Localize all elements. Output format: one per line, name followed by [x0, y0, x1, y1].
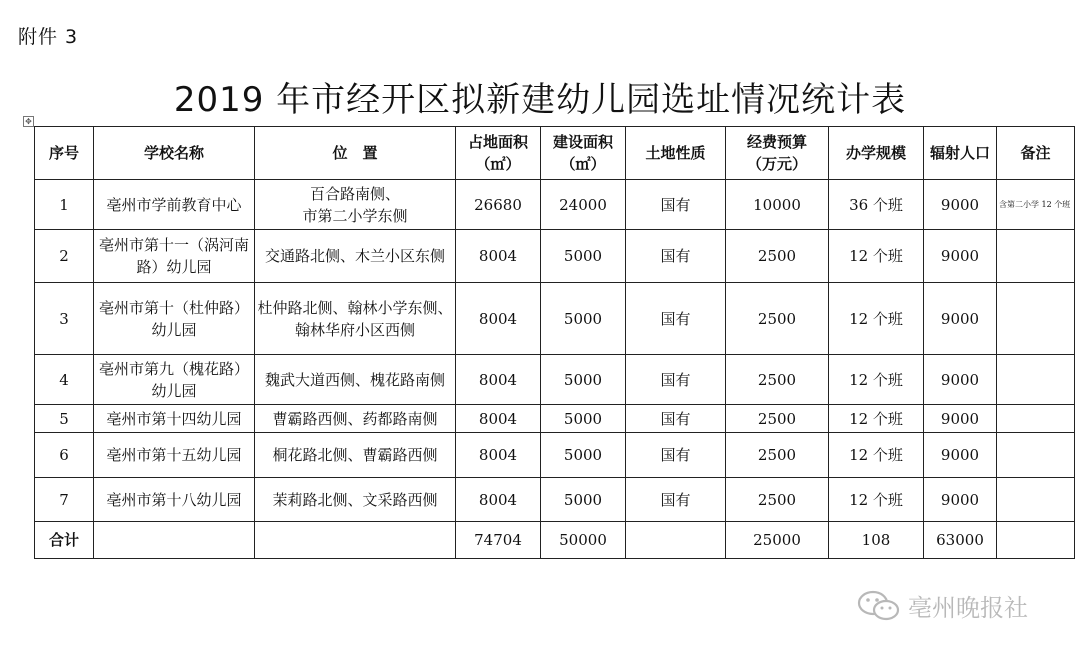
cell-empty [626, 522, 726, 559]
cell-location: 曹霸路西侧、药都路南侧 [255, 405, 456, 433]
cell-scale: 12 个班 [829, 478, 924, 522]
column-header-label: 占地面积 [467, 133, 528, 151]
cell-name: 亳州市第十五幼儿园 [94, 433, 255, 478]
column-header-label: 辐射人口 [929, 144, 990, 162]
cell-empty [94, 522, 255, 559]
cell-budget: 2500 [726, 478, 829, 522]
cell-location: 茉莉路北侧、文采路西侧 [255, 478, 456, 522]
cell-name: 亳州市第十一（涡河南路）幼儿园 [94, 230, 255, 283]
cell-build-area: 5000 [541, 405, 626, 433]
column-header-unit: （㎡） [475, 155, 521, 173]
cell-note [997, 478, 1075, 522]
cell-budget: 2500 [726, 230, 829, 283]
cell-note [997, 283, 1075, 355]
cell-empty [255, 522, 456, 559]
cell-population: 9000 [924, 180, 997, 230]
cell-population: 9000 [924, 478, 997, 522]
column-header [924, 127, 997, 180]
table-row [35, 478, 1075, 522]
cell-land-area: 8004 [456, 433, 541, 478]
column-header [829, 127, 924, 180]
total-label: 合计 [35, 522, 94, 559]
cell-note [997, 355, 1075, 405]
cell-land-area: 8004 [456, 405, 541, 433]
cell-note: 含第二小学 12 个班 [997, 180, 1075, 230]
cell-name: 亳州市第十八幼儿园 [94, 478, 255, 522]
cell-budget: 10000 [726, 180, 829, 230]
statistics-table [34, 126, 1075, 559]
column-header-unit: （㎡） [560, 155, 606, 173]
column-header-label: 备注 [1020, 144, 1051, 162]
column-header-unit: （万元） [746, 155, 807, 173]
cell-population: 9000 [924, 230, 997, 283]
column-header-label: 序号 [48, 144, 79, 162]
cell-note [997, 230, 1075, 283]
column-header-label: 土地性质 [645, 144, 706, 162]
cell-budget: 2500 [726, 283, 829, 355]
cell-no: 7 [35, 478, 94, 522]
cell-build-area: 5000 [541, 230, 626, 283]
cell-build-area: 5000 [541, 283, 626, 355]
cell-name: 亳州市第十四幼儿园 [94, 405, 255, 433]
cell-land-type: 国有 [626, 283, 726, 355]
cell-land-type: 国有 [626, 180, 726, 230]
cell-land-type: 国有 [626, 405, 726, 433]
cell-population: 9000 [924, 433, 997, 478]
column-header [997, 127, 1075, 180]
cell-no: 4 [35, 355, 94, 405]
total-budget: 25000 [726, 522, 829, 559]
cell-scale: 36 个班 [829, 180, 924, 230]
cell-scale: 12 个班 [829, 405, 924, 433]
wechat-icon [856, 589, 902, 623]
cell-land-type: 国有 [626, 478, 726, 522]
cell-location: 百合路南侧、 市第二小学东侧 [255, 180, 456, 230]
column-header-label: 经费预算 [746, 133, 807, 151]
cell-scale: 12 个班 [829, 230, 924, 283]
column-header [255, 127, 456, 180]
cell-land-area: 26680 [456, 180, 541, 230]
total-land-area: 74704 [456, 522, 541, 559]
cell-no: 2 [35, 230, 94, 283]
column-header [94, 127, 255, 180]
cell-scale: 12 个班 [829, 283, 924, 355]
column-header [456, 127, 541, 180]
attachment-label: 附件 3 [18, 26, 79, 48]
cell-location: 桐花路北侧、曹霸路西侧 [255, 433, 456, 478]
column-header-label: 学校名称 [143, 144, 204, 162]
cell-budget: 2500 [726, 405, 829, 433]
total-population: 63000 [924, 522, 997, 559]
page-title: 2019 年市经开区拟新建幼儿园选址情况统计表 [173, 80, 907, 120]
table-row [35, 405, 1075, 433]
column-header [626, 127, 726, 180]
column-header [35, 127, 94, 180]
cell-note [997, 405, 1075, 433]
cell-land-area: 8004 [456, 283, 541, 355]
column-header [541, 127, 626, 180]
cell-population: 9000 [924, 283, 997, 355]
table-row [35, 433, 1075, 478]
cell-population: 9000 [924, 405, 997, 433]
cell-land-type: 国有 [626, 433, 726, 478]
cell-name: 亳州市第九（槐花路）幼儿园 [94, 355, 255, 405]
cell-no: 5 [35, 405, 94, 433]
table-row [35, 283, 1075, 355]
cell-scale: 12 个班 [829, 433, 924, 478]
cell-build-area: 5000 [541, 478, 626, 522]
table-header-row [35, 127, 1075, 180]
cell-population: 9000 [924, 355, 997, 405]
cell-no: 6 [35, 433, 94, 478]
cell-land-area: 8004 [456, 230, 541, 283]
cell-location: 杜仲路北侧、翰林小学东侧、翰林华府小区西侧 [255, 283, 456, 355]
cell-budget: 2500 [726, 355, 829, 405]
cell-budget: 2500 [726, 433, 829, 478]
cell-name: 亳州市学前教育中心 [94, 180, 255, 230]
total-build-area: 50000 [541, 522, 626, 559]
cell-location: 交通路北侧、木兰小区东侧 [255, 230, 456, 283]
total-scale: 108 [829, 522, 924, 559]
cell-no: 1 [35, 180, 94, 230]
cell-build-area: 24000 [541, 180, 626, 230]
column-header-label: 建设面积 [552, 133, 613, 151]
column-header [726, 127, 829, 180]
table-row [35, 180, 1075, 230]
cell-land-type: 国有 [626, 230, 726, 283]
cell-note [997, 433, 1075, 478]
table-row [35, 230, 1075, 283]
table-row [35, 355, 1075, 405]
table-move-handle-icon[interactable]: ✥ [23, 116, 34, 127]
column-header-label: 办学规模 [845, 144, 906, 162]
cell-land-area: 8004 [456, 478, 541, 522]
watermark-text: 亳州晚报社 [908, 594, 1028, 622]
cell-location: 魏武大道西侧、槐花路南侧 [255, 355, 456, 405]
cell-no: 3 [35, 283, 94, 355]
column-header-label: 位 置 [332, 144, 378, 162]
cell-land-area: 8004 [456, 355, 541, 405]
cell-empty [997, 522, 1075, 559]
cell-land-type: 国有 [626, 355, 726, 405]
table-total-row [35, 522, 1075, 559]
cell-build-area: 5000 [541, 433, 626, 478]
cell-name: 亳州市第十（杜仲路）幼儿园 [94, 283, 255, 355]
cell-build-area: 5000 [541, 355, 626, 405]
watermark [856, 588, 1028, 623]
cell-scale: 12 个班 [829, 355, 924, 405]
